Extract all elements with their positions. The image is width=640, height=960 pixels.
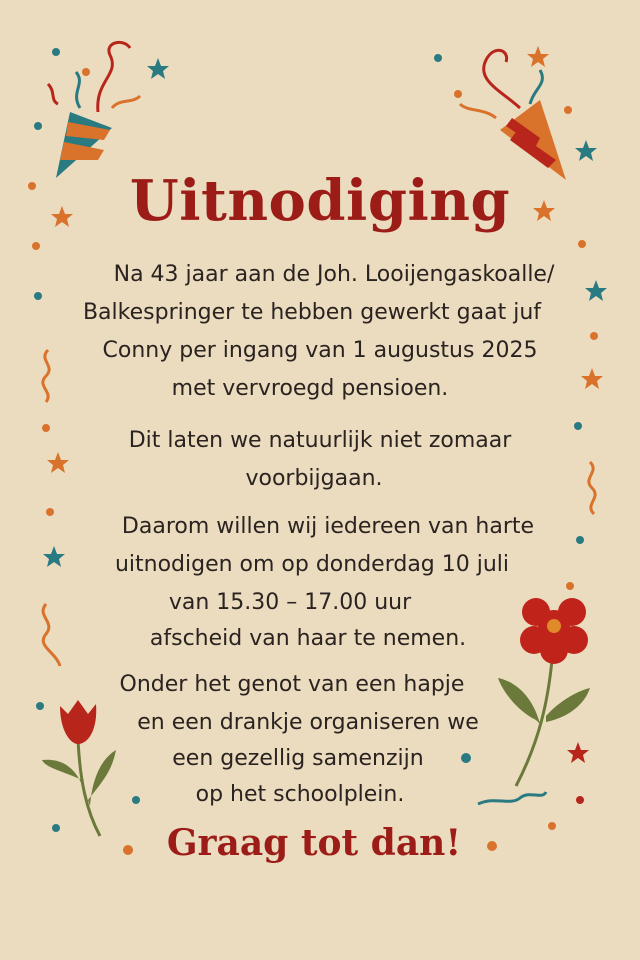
text-line: Conny per ingang van 1 augustus 2025	[102, 338, 538, 363]
text-line: afscheid van haar te nemen.	[149, 626, 467, 651]
page-title: Uitnodiging	[129, 168, 511, 234]
closing-text: Graag tot dan!	[166, 822, 462, 864]
text-line: van 15.30 – 17.00 uur	[168, 590, 412, 615]
text-line: Balkespringer te hebben gewerkt gaat juf	[82, 300, 542, 325]
star-icons	[43, 46, 607, 763]
party-popper-left-icon	[56, 42, 140, 178]
text-line: voorbijgaan.	[245, 466, 383, 491]
star-icon	[527, 46, 549, 67]
text-line: een gezellig samenzijn	[172, 746, 424, 771]
text-line: en een drankje organiseren we	[137, 710, 479, 735]
text-line: Onder het genot van een hapje	[119, 672, 465, 697]
star-icon	[147, 58, 169, 79]
text-line: Daarom willen wij iedereen van harte	[121, 514, 535, 539]
text-line: Dit laten we natuurlijk niet zomaar	[128, 428, 512, 453]
text-line: met vervroegd pensioen.	[171, 376, 449, 401]
text-line: uitnodigen om op donderdag 10 juli	[114, 552, 510, 577]
text-line: op het schoolplein.	[195, 782, 405, 807]
star-icon	[575, 140, 597, 161]
party-popper-right-icon	[460, 50, 566, 180]
text-line: Na 43 jaar aan de Joh. Looijengaskoalle/	[113, 262, 555, 287]
